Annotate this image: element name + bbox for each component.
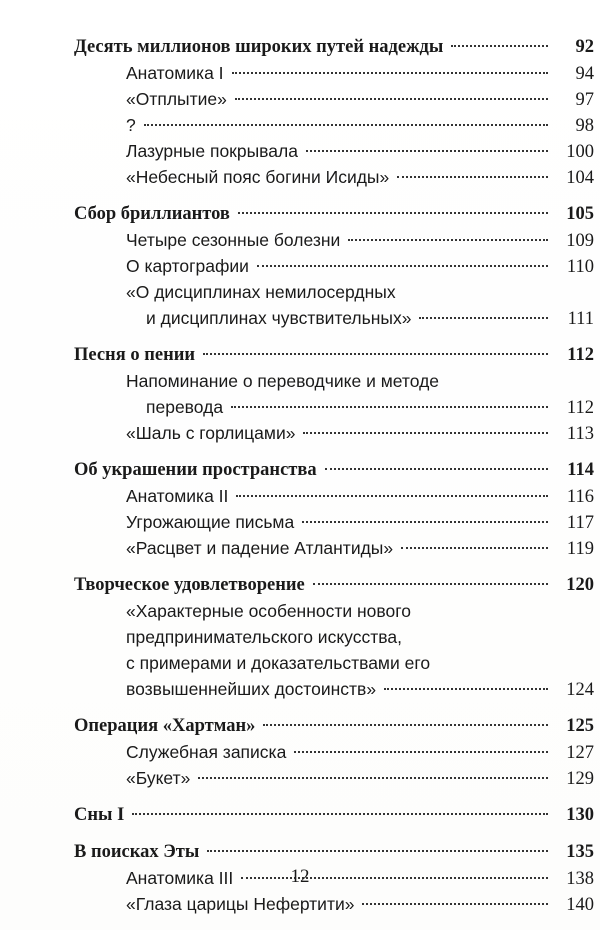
toc-entry-title: «Отплытие» [126, 89, 227, 109]
toc-entry [74, 420, 594, 446]
toc-entry [74, 676, 594, 702]
dot-leader [203, 353, 548, 355]
toc-entry [74, 112, 594, 138]
toc-entry-title: возвышеннейших достоинств» [126, 679, 377, 699]
toc-page-number: 113 [566, 424, 594, 444]
dot-leader [198, 777, 548, 779]
toc-entry-title: перевода [146, 397, 224, 417]
dot-leader [294, 751, 548, 753]
toc-entry [74, 138, 594, 164]
toc-page-number: 127 [566, 743, 594, 763]
toc-entry [74, 765, 594, 791]
toc-entry [74, 394, 594, 420]
toc-entry-title: предпринимательского искусства, [126, 627, 402, 647]
toc-entry-title: Анатомика I [126, 63, 224, 83]
toc-entry-title: О картографии [126, 256, 249, 276]
toc-entry-title: и дисциплинах чувствительных» [146, 308, 412, 328]
toc-page-number: 124 [566, 680, 594, 700]
toc-heading [74, 457, 594, 483]
table-of-contents [74, 34, 594, 917]
toc-page-number: 97 [575, 90, 594, 110]
toc-page-number: 120 [566, 575, 594, 595]
toc-entry-title: Анатомика III [126, 868, 234, 888]
toc-page-number: 138 [566, 869, 594, 889]
dot-leader [235, 98, 548, 100]
dot-leader [302, 521, 548, 523]
toc-entry-title: Служебная записка [126, 742, 287, 762]
toc-page-number: 135 [566, 842, 594, 862]
toc-entry-title: «Шаль с горлицами» [126, 423, 296, 443]
toc-entry [74, 305, 594, 331]
toc-page-number: 140 [566, 895, 594, 915]
toc-heading-title: В поисках Эты [74, 842, 200, 862]
toc-page-number: 112 [567, 345, 594, 365]
toc-entry-title: «Небесный пояс богини Исиды» [126, 167, 390, 187]
toc-page-number: 117 [566, 513, 594, 533]
toc-heading [74, 802, 594, 828]
toc-section [74, 457, 594, 561]
dot-leader [207, 850, 548, 852]
toc-heading-title: Операция «Хартман» [74, 716, 256, 736]
toc-entry-title: Лазурные покрывала [126, 141, 298, 161]
toc-page-number: 119 [566, 539, 594, 559]
toc-entry-title: Анатомика II [126, 486, 229, 506]
dot-leader [231, 406, 548, 408]
toc-page-number: 92 [575, 37, 594, 57]
page-number: 12 [290, 866, 310, 887]
toc-heading [74, 713, 594, 739]
toc-entry [74, 227, 594, 253]
toc-entry-line [74, 624, 594, 650]
toc-entry [74, 253, 594, 279]
dot-leader [313, 583, 548, 585]
toc-entry [74, 739, 594, 765]
dot-leader [232, 72, 548, 74]
dot-leader [419, 317, 548, 319]
toc-entry-title: «О дисциплинах немилосердных [126, 282, 396, 302]
toc-section [74, 201, 594, 331]
toc-page-number: 116 [566, 487, 594, 507]
dot-leader [257, 265, 548, 267]
dot-leader [325, 468, 548, 470]
toc-entry [74, 509, 594, 535]
dot-leader [236, 495, 548, 497]
dot-leader [397, 176, 548, 178]
toc-heading-title: Сны I [74, 805, 125, 825]
toc-entry-title: «Глаза царицы Нефертити» [126, 894, 355, 914]
toc-entry-line [74, 650, 594, 676]
toc-entry [74, 86, 594, 112]
toc-page-number: 114 [567, 460, 594, 480]
toc-heading-title: Об украшении пространства [74, 460, 317, 480]
toc-section [74, 342, 594, 446]
toc-heading [74, 342, 594, 368]
toc-heading-title: Сбор бриллиантов [74, 204, 230, 224]
toc-page-number: 110 [566, 257, 594, 277]
toc-page-number: 130 [566, 805, 594, 825]
toc-entry-title: «Характерные особенности нового [126, 601, 411, 621]
toc-entry [74, 891, 594, 917]
toc-heading [74, 201, 594, 227]
toc-entry-line [74, 368, 594, 394]
dot-leader [348, 239, 548, 241]
toc-page-number: 105 [566, 204, 594, 224]
toc-entry-title: ? [126, 115, 136, 135]
dot-leader [132, 813, 548, 815]
dot-leader [306, 150, 548, 152]
dot-leader [384, 688, 548, 690]
toc-section [74, 713, 594, 791]
toc-page-number: 98 [575, 116, 594, 136]
dot-leader [303, 432, 548, 434]
toc-heading-title: Песня о пении [74, 345, 196, 365]
toc-page-number: 109 [566, 231, 594, 251]
toc-section [74, 572, 594, 702]
toc-section [74, 34, 594, 190]
toc-entry [74, 164, 594, 190]
toc-page-number: 111 [567, 309, 594, 329]
dot-leader [144, 124, 548, 126]
toc-entry-line [74, 598, 594, 624]
dot-leader [362, 903, 548, 905]
dot-leader [401, 547, 548, 549]
dot-leader [263, 724, 548, 726]
toc-page-number: 125 [566, 716, 594, 736]
toc-page-number: 94 [575, 64, 594, 84]
toc-entry [74, 483, 594, 509]
toc-page-number: 104 [566, 168, 594, 188]
toc-page-number: 129 [566, 769, 594, 789]
toc-page-number: 112 [566, 398, 594, 418]
toc-heading-title: Творческое удовлетворение [74, 575, 305, 595]
toc-entry-title: с примерами и доказательствами его [126, 653, 431, 673]
toc-heading [74, 839, 594, 865]
toc-entry-title: Угрожающие письма [126, 512, 295, 532]
toc-entry-title: «Расцвет и падение Атлантиды» [126, 538, 394, 558]
toc-entry-title: «Букет» [126, 768, 191, 788]
toc-page-number: 100 [566, 142, 594, 162]
dot-leader [238, 212, 548, 214]
toc-heading-title: Десять миллионов широких путей надежды [74, 37, 444, 57]
toc-heading [74, 34, 594, 60]
toc-entry [74, 535, 594, 561]
toc-entry-line [74, 279, 594, 305]
toc-section [74, 802, 594, 828]
toc-entry-title: Четыре сезонные болезни [126, 230, 341, 250]
toc-entry-title: Напоминание о переводчике и методе [126, 371, 440, 391]
dot-leader [451, 45, 548, 47]
toc-heading [74, 572, 594, 598]
toc-entry [74, 60, 594, 86]
